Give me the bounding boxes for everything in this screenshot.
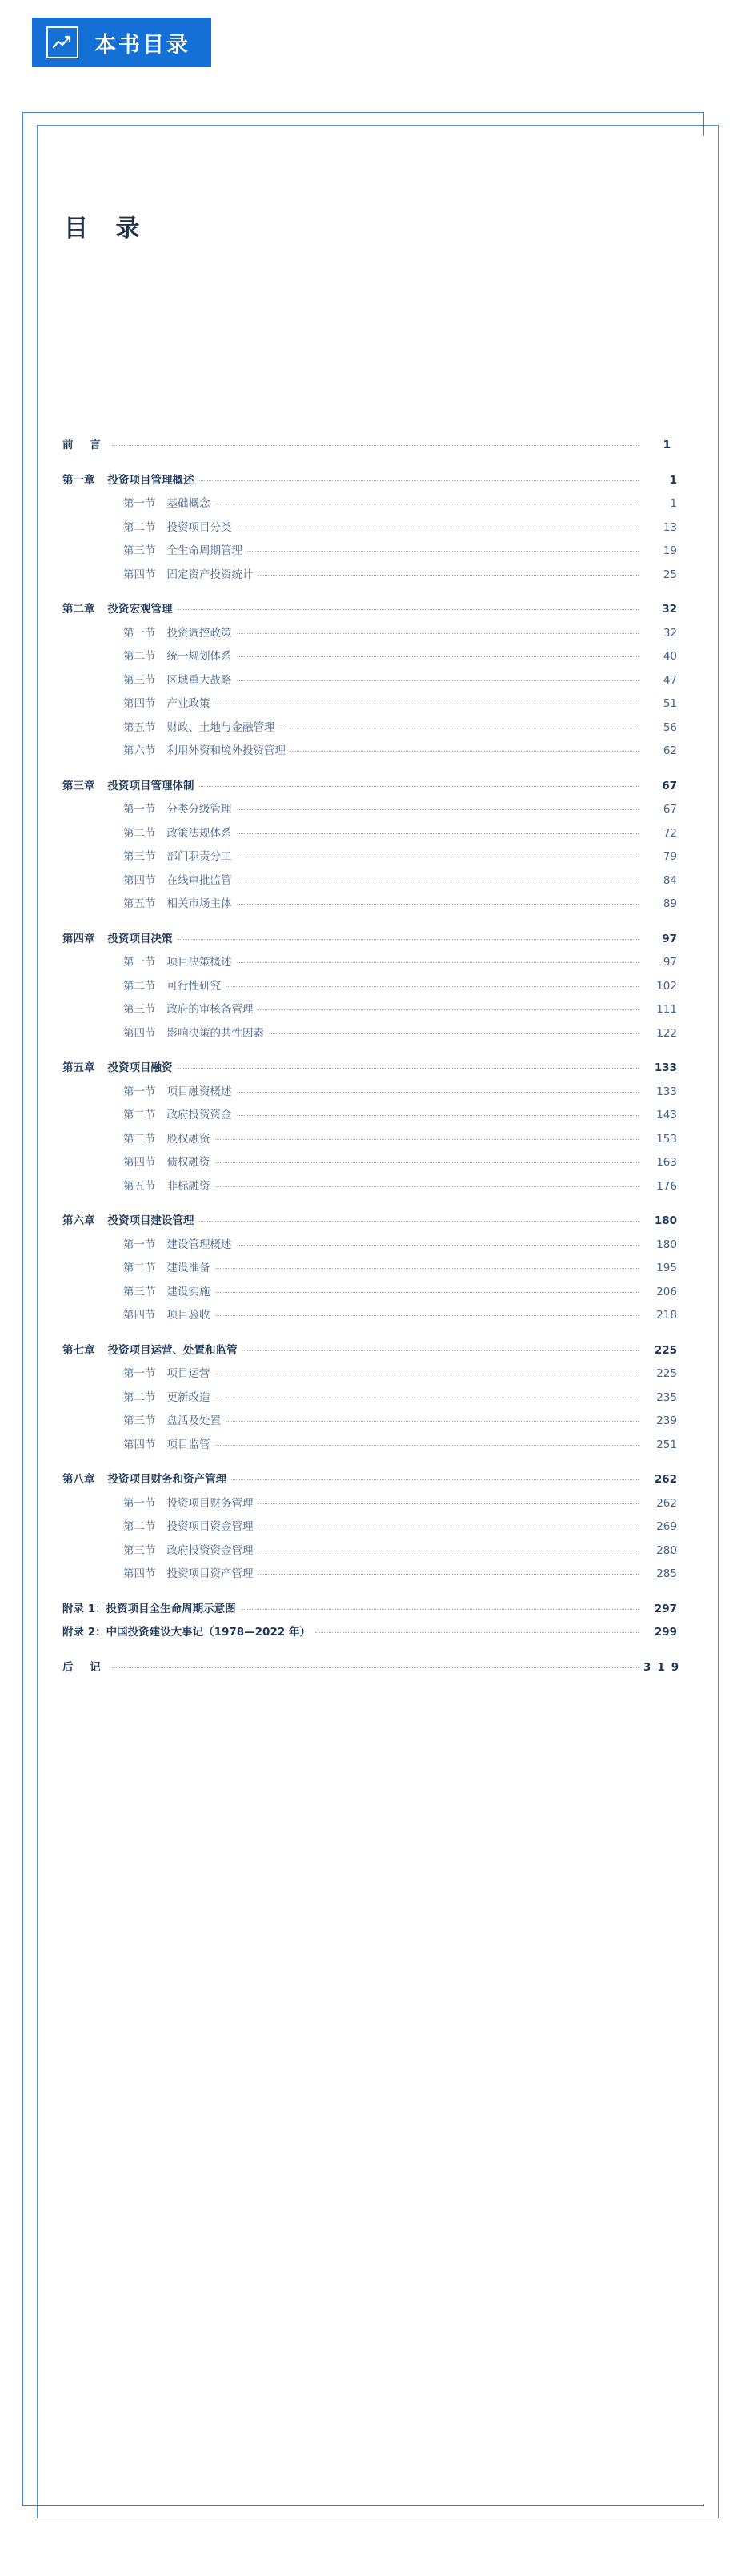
toc-page-number: 133 xyxy=(654,1061,677,1074)
toc-page-number: 180 xyxy=(654,1214,677,1227)
toc-entry-text: 盘活及处置 xyxy=(166,1414,221,1427)
toc-entry[interactable] xyxy=(62,628,677,640)
toc-entry-text: 部门职责分工 xyxy=(166,850,232,863)
toc-entry-text: 统一规划体系 xyxy=(166,650,232,663)
toc-entry-label xyxy=(123,1543,254,1557)
toc-entry-number: 第三节 xyxy=(123,1003,156,1016)
toc-entry-label xyxy=(123,957,232,969)
toc-page-number: 251 xyxy=(656,1438,677,1451)
toc-leader-dots xyxy=(258,1503,639,1504)
toc-entry-text: 政策法规体系 xyxy=(166,826,232,840)
toc-entry-text: 投资项目融资 xyxy=(107,1061,173,1074)
toc-entry-text: 投资项目财务和资产管理 xyxy=(107,1473,226,1486)
toc-leader-dots xyxy=(226,1421,639,1422)
toc-leader-dots xyxy=(215,1162,639,1163)
toc-page-number: 143 xyxy=(656,1109,677,1121)
toc-page-number: 163 xyxy=(656,1156,677,1169)
toc-page-number: 299 xyxy=(654,1626,677,1639)
toc-page-number: 195 xyxy=(656,1262,677,1274)
toc-leader-dots xyxy=(290,751,639,752)
toc-page-number: 297 xyxy=(654,1602,677,1615)
toc-page-number: 67 xyxy=(663,803,677,816)
toc-entry-label xyxy=(123,1440,210,1451)
toc-entry-number: 第四节 xyxy=(123,873,156,887)
toc-page-number: 89 xyxy=(663,897,677,910)
toc-entry-number: 第五节 xyxy=(123,897,156,910)
toc-entry[interactable] xyxy=(62,1310,677,1322)
toc-entry-number: 第一节 xyxy=(123,1367,156,1380)
toc-page-number: 176 xyxy=(656,1179,677,1193)
toc-entry[interactable] xyxy=(62,957,677,969)
toc-entry-number: 第四章 xyxy=(62,932,95,945)
toc-entry[interactable] xyxy=(62,720,677,734)
toc-entry[interactable] xyxy=(62,746,677,757)
toc-entry-text: 相关市场主体 xyxy=(166,897,232,910)
toc-entry-label xyxy=(123,899,232,910)
toc-leader-dots xyxy=(237,1092,639,1093)
toc-entry[interactable] xyxy=(62,546,677,557)
toc-entry-label xyxy=(123,652,232,663)
toc-entry-text: 财政、土地与金融管理 xyxy=(166,720,275,734)
toc-page-number: 67 xyxy=(662,779,677,792)
toc-page-number: 225 xyxy=(654,1343,677,1357)
toc-entry-text: 债权融资 xyxy=(166,1156,210,1169)
toc-entry-text: 投资宏观管理 xyxy=(107,603,173,616)
toc-entry-text: 全生命周期管理 xyxy=(166,544,242,557)
toc-entry-text: 影响决策的共性因素 xyxy=(166,1026,264,1040)
toc-entry-number: 第三节 xyxy=(123,1543,156,1557)
toc-entry[interactable] xyxy=(62,1158,677,1169)
toc-entry-label xyxy=(123,628,232,640)
toc-leader-dots xyxy=(215,1292,639,1293)
toc-entry-number: 第四节 xyxy=(123,1567,156,1580)
toc-page-number: 79 xyxy=(663,850,677,863)
toc-entry-number: 第四节 xyxy=(123,1438,156,1451)
toc-leader-dots xyxy=(242,1350,639,1351)
toc-entry-label xyxy=(123,1569,254,1580)
toc-entry-label xyxy=(123,873,232,887)
toc-entry-label xyxy=(123,1087,232,1098)
toc-entry-text: 建设准备 xyxy=(166,1262,210,1274)
toc-page-number: 180 xyxy=(656,1238,677,1251)
toc-entry[interactable] xyxy=(62,1660,686,1674)
toc-page-number: 1 xyxy=(669,473,677,487)
toc-entry-text: 投资项目全生命周期示意图 xyxy=(106,1602,236,1615)
toc-entry-number: 第一章 xyxy=(62,473,95,487)
toc-entry-number: 附录 1： xyxy=(62,1602,106,1615)
toc-page-number: 1 xyxy=(663,439,677,451)
toc-page-number: 84 xyxy=(663,873,677,887)
toc-entry-text: 投资调控政策 xyxy=(166,626,232,640)
toc-entry[interactable] xyxy=(62,1496,677,1510)
toc-entry[interactable] xyxy=(62,873,677,887)
toc-entry-text: 投资项目财务管理 xyxy=(166,1496,254,1510)
toc-entry-label xyxy=(123,1390,210,1404)
toc-entry-number: 第六节 xyxy=(123,744,156,757)
toc-entry-text: 股权融资 xyxy=(166,1132,210,1146)
toc-leader-dots xyxy=(199,786,639,787)
toc-entry-number: 附录 2： xyxy=(62,1626,106,1639)
toc-entry-number: 第三节 xyxy=(123,1132,156,1146)
toc-entry-label xyxy=(123,1263,210,1274)
toc-entry-number: 第六章 xyxy=(62,1214,95,1227)
toc-entry[interactable] xyxy=(62,981,677,993)
toc-entry-text: 固定资产投资统计 xyxy=(166,568,254,581)
toc-page-number: 1 xyxy=(670,497,677,510)
toc-page-number: 269 xyxy=(656,1520,677,1533)
toc-leader-dots xyxy=(178,609,639,610)
toc-page-number: 280 xyxy=(656,1543,677,1557)
toc-page-number: 133 xyxy=(656,1085,677,1098)
toc-leader-dots xyxy=(199,1221,639,1222)
toc-entry[interactable] xyxy=(62,1569,677,1580)
toc-entry[interactable] xyxy=(62,499,677,510)
toc-entry-text: 项目融资概述 xyxy=(166,1085,232,1098)
toc-entry[interactable] xyxy=(62,1005,677,1016)
toc-entry-label xyxy=(62,1216,194,1227)
toc-entry-label xyxy=(123,1369,210,1380)
toc-entry-number: 第二节 xyxy=(123,520,156,534)
toc-page-number: 239 xyxy=(656,1414,677,1427)
toc-page-number: 262 xyxy=(656,1496,677,1510)
toc-entry-text: 投资项目决策 xyxy=(107,932,173,945)
toc-leader-dots xyxy=(241,1609,639,1610)
toc-entry-label xyxy=(62,475,194,487)
toc-entry[interactable] xyxy=(62,673,677,687)
toc-entry[interactable] xyxy=(62,1134,677,1146)
toc-page-number: 56 xyxy=(663,720,677,734)
toc-entry-number: 第三节 xyxy=(123,850,156,863)
toc-entry-number: 第七章 xyxy=(62,1343,95,1357)
toc-entry[interactable] xyxy=(62,1026,677,1040)
toc-page-number: 97 xyxy=(662,932,677,945)
toc-leader-dots xyxy=(112,445,639,446)
toc-entry-text: 政府投资资金 xyxy=(166,1109,232,1121)
toc-entry-number: 第二节 xyxy=(123,1520,156,1533)
toc-entry-number: 第八章 xyxy=(62,1473,95,1486)
toc-entry-text: 区域重大战略 xyxy=(166,673,232,687)
toc-list xyxy=(62,439,686,1686)
toc-content xyxy=(48,136,704,2504)
toc-entry[interactable] xyxy=(62,1216,677,1227)
toc-entry[interactable] xyxy=(62,1287,677,1298)
toc-group-gap xyxy=(62,1651,677,1663)
toc-entry-text: 非标融资 xyxy=(166,1179,210,1193)
toc-entry[interactable] xyxy=(62,1522,677,1533)
toc-entry-number: 第一节 xyxy=(123,497,156,510)
toc-entry-number: 第三节 xyxy=(123,1285,156,1298)
toc-entry[interactable] xyxy=(62,1263,677,1274)
toc-page-number: 47 xyxy=(663,673,677,687)
toc-entry-text: 更新改造 xyxy=(166,1390,210,1404)
toc-entry[interactable] xyxy=(62,440,677,451)
toc-page-number: 51 xyxy=(663,697,677,710)
toc-leader-dots xyxy=(258,1009,639,1010)
toc-entry-number: 第三节 xyxy=(123,1414,156,1427)
toc-entry-text: 投资项目资金管理 xyxy=(166,1520,254,1533)
header-ribbon xyxy=(32,18,211,67)
toc-leader-dots xyxy=(237,633,639,634)
toc-entry-number: 第二节 xyxy=(123,1390,156,1404)
toc-entry-text: 分类分级管理 xyxy=(166,803,232,816)
toc-entry-label xyxy=(123,1110,232,1121)
toc-leader-dots xyxy=(231,1479,639,1480)
toc-entry-text: 基础概念 xyxy=(166,497,210,510)
toc-entry-label xyxy=(123,1005,254,1016)
toc-entry-number: 第二节 xyxy=(123,979,156,993)
toc-entry[interactable] xyxy=(62,1543,677,1557)
toc-entry-number: 第五节 xyxy=(123,720,156,734)
toc-entry[interactable] xyxy=(62,1240,677,1251)
toc-entry-label xyxy=(123,1179,210,1193)
toc-entry-number: 第二章 xyxy=(62,603,95,616)
toc-entry-label xyxy=(62,1627,310,1639)
toc-entry-label xyxy=(123,1310,210,1322)
toc-entry-text: 后 记 xyxy=(62,1660,107,1674)
toc-entry[interactable] xyxy=(62,520,677,534)
toc-page-number: 206 xyxy=(656,1285,677,1298)
toc-page-number: 62 xyxy=(663,744,677,757)
toc-entry-label xyxy=(123,981,221,993)
toc-entry-label xyxy=(123,699,210,710)
toc-entry-label xyxy=(62,1475,226,1486)
toc-entry-label xyxy=(62,934,173,945)
toc-entry-label xyxy=(123,852,232,863)
toc-leader-dots xyxy=(237,1245,639,1246)
toc-entry-number: 第四节 xyxy=(123,697,156,710)
toc-entry-number: 第二节 xyxy=(123,1109,156,1121)
toc-page-number: 285 xyxy=(656,1567,677,1580)
toc-entry-text: 项目决策概述 xyxy=(166,956,232,969)
chart-line-icon xyxy=(46,26,78,58)
toc-entry-text: 投资项目管理概述 xyxy=(107,473,194,487)
toc-entry[interactable] xyxy=(62,1440,677,1451)
toc-leader-dots xyxy=(199,480,639,481)
toc-page-number: 218 xyxy=(656,1309,677,1322)
toc-entry[interactable] xyxy=(62,1179,677,1193)
toc-leader-dots xyxy=(237,656,639,657)
toc-entry-label xyxy=(62,1343,238,1357)
toc-entry[interactable] xyxy=(62,781,677,792)
toc-entry-number: 第一节 xyxy=(123,1496,156,1510)
toc-entry-label xyxy=(123,1026,264,1040)
toc-entry[interactable] xyxy=(62,934,677,945)
toc-entry[interactable] xyxy=(62,1475,677,1486)
toc-entry-number: 第五章 xyxy=(62,1061,95,1074)
toc-entry-label xyxy=(62,1604,236,1615)
toc-entry[interactable] xyxy=(62,699,677,710)
toc-entry-text: 建设管理概述 xyxy=(166,1238,232,1251)
toc-entry-number: 第二节 xyxy=(123,826,156,840)
toc-entry-number: 第一节 xyxy=(123,803,156,816)
toc-page-number: 235 xyxy=(656,1390,677,1404)
toc-page-number: 32 xyxy=(662,603,677,616)
toc-leader-dots xyxy=(237,904,639,905)
toc-entry[interactable] xyxy=(62,852,677,863)
toc-entry-number: 第三节 xyxy=(123,544,156,557)
toc-entry-label xyxy=(62,781,194,792)
toc-entry-label xyxy=(123,673,232,687)
toc-leader-dots xyxy=(215,1186,639,1187)
toc-entry-label xyxy=(62,440,107,451)
toc-leader-dots xyxy=(215,1268,639,1269)
toc-entry-number: 第二节 xyxy=(123,650,156,663)
toc-page-number: 32 xyxy=(663,626,677,640)
toc-leader-dots xyxy=(178,939,639,940)
toc-leader-dots xyxy=(215,1445,639,1446)
toc-entry-label xyxy=(123,804,232,816)
toc-entry-text: 项目验收 xyxy=(166,1309,210,1322)
toc-entry-number: 第四节 xyxy=(123,1026,156,1040)
toc-entry-text: 投资项目运营、处置和监管 xyxy=(107,1343,238,1357)
toc-entry[interactable] xyxy=(62,1087,677,1098)
toc-entry-number: 第一节 xyxy=(123,956,156,969)
toc-leader-dots xyxy=(226,986,639,987)
toc-leader-dots xyxy=(237,1115,639,1116)
toc-page-number: 319 xyxy=(643,1660,686,1674)
toc-entry-number: 第五节 xyxy=(123,1179,156,1193)
toc-entry-text: 前 言 xyxy=(62,439,107,451)
toc-entry-text: 投资项目管理体制 xyxy=(107,779,194,792)
toc-entry-label xyxy=(62,1063,173,1074)
toc-entry[interactable] xyxy=(62,1063,677,1074)
toc-leader-dots xyxy=(237,680,639,681)
toc-entry[interactable] xyxy=(62,652,677,663)
toc-entry-label xyxy=(123,1522,254,1533)
toc-entry-label xyxy=(123,499,210,510)
toc-entry-label xyxy=(123,1240,232,1251)
toc-entry[interactable] xyxy=(62,1604,677,1615)
toc-leader-dots xyxy=(237,962,639,963)
toc-entry-text: 在线审批监管 xyxy=(166,873,232,887)
toc-entry[interactable] xyxy=(62,899,677,910)
toc-entry[interactable] xyxy=(62,1110,677,1121)
toc-entry-text: 可行性研究 xyxy=(166,979,221,993)
toc-entry-text: 投资项目资产管理 xyxy=(166,1567,254,1580)
toc-page-number: 225 xyxy=(656,1367,677,1380)
toc-entry-label xyxy=(123,1158,210,1169)
toc-entry[interactable] xyxy=(62,804,677,816)
toc-page-number: 122 xyxy=(656,1026,677,1040)
toc-page-number: 72 xyxy=(663,826,677,840)
toc-entry-label xyxy=(123,570,254,581)
toc-entry-text: 政府的审核备管理 xyxy=(166,1003,254,1016)
toc-leader-dots xyxy=(178,1068,639,1069)
toc-entry-number: 第四节 xyxy=(123,1156,156,1169)
toc-entry-label xyxy=(123,546,242,557)
toc-entry[interactable] xyxy=(62,1343,677,1357)
toc-entry-number: 第一节 xyxy=(123,1085,156,1098)
toc-entry-number: 第三节 xyxy=(123,673,156,687)
toc-leader-dots xyxy=(215,1315,639,1316)
toc-entry[interactable] xyxy=(62,1627,677,1639)
toc-entry-text: 投资项目建设管理 xyxy=(107,1214,194,1227)
toc-page-number: 13 xyxy=(663,520,677,534)
toc-entry-number: 第二节 xyxy=(123,1262,156,1274)
toc-page-number: 153 xyxy=(656,1132,677,1146)
toc-entry-label xyxy=(123,1134,210,1146)
toc-entry-label xyxy=(62,1660,107,1674)
toc-page-number: 262 xyxy=(654,1473,677,1486)
toc-leader-dots xyxy=(258,575,639,576)
toc-entry-label xyxy=(123,520,232,534)
toc-entry-label xyxy=(123,746,286,757)
toc-entry[interactable] xyxy=(62,1390,677,1404)
toc-entry-number: 第四节 xyxy=(123,1309,156,1322)
toc-entry-label xyxy=(123,720,275,734)
toc-entry-text: 利用外资和境外投资管理 xyxy=(166,744,286,757)
toc-entry[interactable] xyxy=(62,604,677,616)
toc-entry[interactable] xyxy=(62,826,677,840)
toc-entry-text: 产业政策 xyxy=(166,697,210,710)
toc-entry-label xyxy=(123,1496,254,1510)
toc-entry-text: 项目运营 xyxy=(166,1367,210,1380)
toc-entry-number: 第三章 xyxy=(62,779,95,792)
toc-entry-label xyxy=(62,604,173,616)
toc-leader-dots xyxy=(247,551,639,552)
toc-entry-text: 政府投资资金管理 xyxy=(166,1543,254,1557)
toc-leader-dots xyxy=(237,809,639,810)
toc-entry-label xyxy=(123,826,232,840)
toc-leader-dots xyxy=(112,1667,639,1668)
toc-entry-number: 第一节 xyxy=(123,1238,156,1251)
toc-leader-dots xyxy=(215,1139,639,1140)
toc-entry[interactable] xyxy=(62,1416,677,1427)
toc-page-number: 40 xyxy=(663,650,677,663)
toc-entry[interactable] xyxy=(62,1369,677,1380)
toc-entry-text: 项目监管 xyxy=(166,1438,210,1451)
toc-entry-text: 中国投资建设大事记（1978—2022 年） xyxy=(106,1626,310,1639)
toc-leader-dots xyxy=(237,833,639,834)
toc-leader-dots xyxy=(269,1033,639,1034)
toc-entry-label xyxy=(123,1416,221,1427)
toc-page-number: 97 xyxy=(663,956,677,969)
toc-entry-number: 第一节 xyxy=(123,626,156,640)
toc-page-number: 111 xyxy=(656,1003,677,1016)
toc-entry-text: 建设实施 xyxy=(166,1285,210,1298)
header-title: 本书目录 xyxy=(94,32,190,58)
toc-leader-dots xyxy=(258,1574,639,1575)
toc-entry-number: 第四节 xyxy=(123,568,156,581)
toc-entry[interactable] xyxy=(62,475,677,487)
toc-entry[interactable] xyxy=(62,570,677,581)
page-title: 目 录 xyxy=(64,215,150,243)
toc-leader-dots xyxy=(315,1632,639,1633)
toc-page-number: 102 xyxy=(656,979,677,993)
toc-entry-text: 投资项目分类 xyxy=(166,520,232,534)
toc-entry-label xyxy=(123,1287,210,1298)
toc-page-number: 25 xyxy=(663,568,677,581)
toc-page-number: 19 xyxy=(663,544,677,557)
